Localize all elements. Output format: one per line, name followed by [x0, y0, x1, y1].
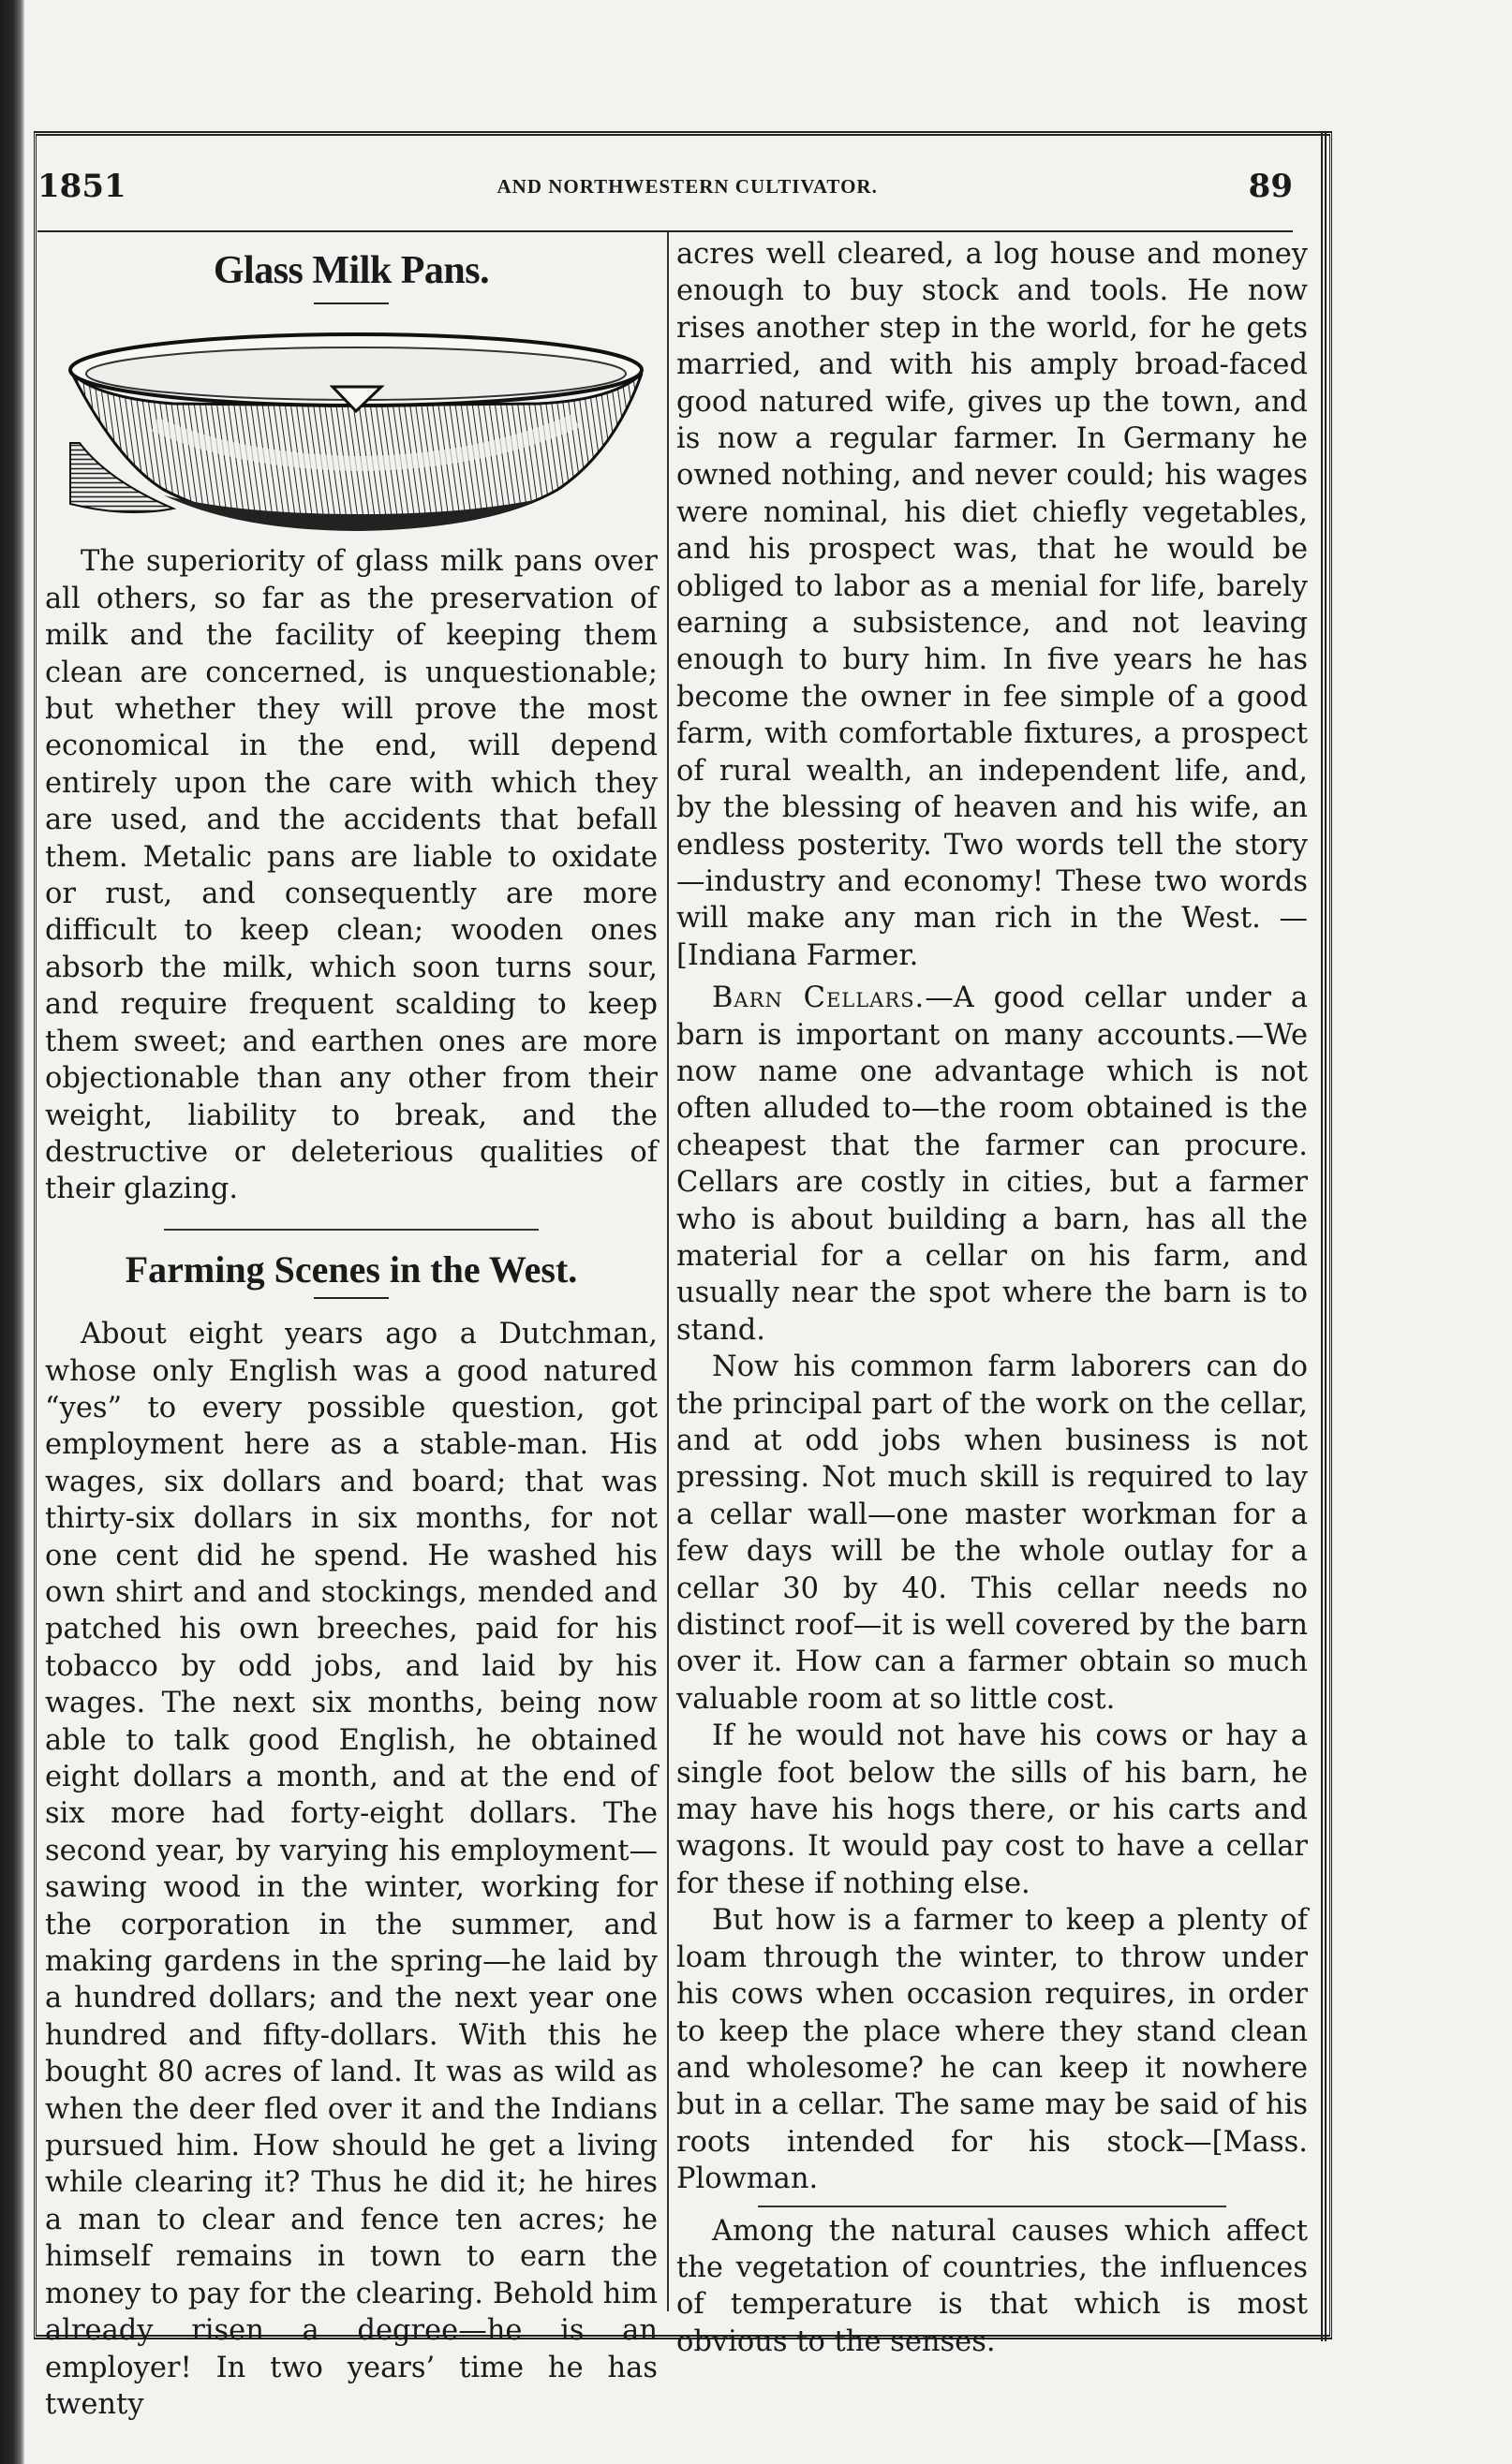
page-right-rule	[1321, 131, 1327, 2341]
article-paragraph: About eight years ago a Dutchman, whose only English was a good natured “yes” to every possible question, got employment here as a stable-man. His wages, six dollars and board; that was thirty-six dollars in six months, for not one cent did he spend. He washed his own shirt and and stockings, mended and patched his own breeches, paid for his tobacco by odd jobs, and laid by his wages. The next six months, being now able to talk good English, he obtained eight dollars a month, and at the end of six more had forty-eight dollars. The second year, by varying his employment—sawing wood in the winter, working for the corporation in the summer, and making gardens in the spring—he laid by a hundred dollars; and the next year one hundred and fifty-dollars. With this he bought 80 acres of land. It was as wild as when the deer fled over it and the Indians pursued him. How should he get a living while clearing it? Thus he did it; he hires a man to clear and fence ten acres; he himself remains in town to earn the money to pay for the clearing. Behold him already risen a degree—he is an employer! In two years’ time he has twenty	[45, 1318, 658, 2421]
article-paragraph: Now his common farm laborers can do the principal part of the work on the cellar, and at odd jobs when business is not pressing. Not much skill is required to lay a cellar wall—one master workman for a few days will be the whole outlay for a cellar 30 by 40. This cellar needs no distinct roof—it is well covered by the barn over it. How can a farmer obtain so much valuable room at so little cost.	[676, 1350, 1308, 1716]
article-title-barn-cellars: Barn Cellars.	[712, 981, 926, 1015]
header-year: 1851	[37, 168, 126, 205]
article-title-glass-milk-pans: Glass Milk Pans.	[213, 249, 490, 292]
header-rule	[37, 230, 1293, 232]
title-underline	[314, 1297, 389, 1299]
article-paragraph	[676, 980, 1308, 1349]
right-column	[676, 236, 1309, 2358]
milk-pan-icon	[52, 321, 651, 532]
article-paragraph-continued: acres well cleared, a log house and money enough to buy stock and tools. He now rises another step in the world, for he gets married, and with his amply broad-faced good natured wife, gives up the town, and is now a regular farmer. In Germany he owned nothing, and never could; his wages were nominal, his diet chiefly vegetables, and his prospect was, that he would be obliged to labor as a menial for life, barely earning a subsistence, and not leaving enough to bury him. In five years he has become the owner in fee simple of a good farm, with comfortable fixtures, a prospect of rural wealth, an independent life, and, by the blessing of heaven and his wife, an endless posterity. Two words tell the story—industry and economy! These two words will make any man rich in the West. —[Indiana Farmer.	[676, 238, 1308, 972]
article-title-farming-scenes: Farming Scenes in the West.	[125, 1247, 578, 1291]
page-header	[37, 157, 1293, 215]
header-page-number: 89	[1248, 168, 1293, 205]
article-paragraph: The superiority of glass milk pans over all others, so far as the preservation of milk and the facility of keeping them clean are concerned, is unquestionable; but whether they will prove the most economical in the end, will depend entirely upon the care with which they are used, and the accidents that befall them. Metalic pans are liable to oxidate or rust, and consequently are more difficult to keep clean; wooden ones absorb the milk, which soon turns sour, and require frequent scalding to keep them sweet; and earthen ones are more objectionable than any other from their weight, liability to break, and the destructive or deleterious qualities of their glazing.	[45, 545, 658, 1206]
left-column	[45, 236, 658, 2421]
column-divider	[667, 232, 669, 2311]
article-text: —A good cellar under a barn is important on many accounts.—We now name one advantage which is not often alluded to—the room obtained is the cheapest that the farmer can procure. Cellars are costly in cities, but a farmer who is about building a barn, has all the material for a cellar on his farm, and usually near the spot where the barn is to stand.	[676, 981, 1309, 1347]
article-paragraph: If he would not have his cows or hay a single foot below the sills of his barn, he may have his hogs there, or his carts and wagons. It would pay cost to have a cellar for these if nothing else.	[676, 1719, 1308, 1900]
section-divider	[758, 2206, 1226, 2207]
header-running-title: AND NORTHWESTERN CULTIVATOR.	[497, 174, 878, 198]
article-paragraph: Among the natural causes which affect the vegetation of countries, the influences of temperature is that which is most obvious to the senses.	[676, 2214, 1308, 2358]
title-underline	[314, 302, 389, 304]
book-spine-shadow	[0, 0, 24, 2464]
section-divider	[164, 1229, 539, 1231]
article-paragraph: But how is a farmer to keep a plenty of loam through the winter, to throw under his cows when occasion requires, in order to keep the place where they stand clean and wholesome? he can keep it nowhere but in a cellar. The same may be said of his roots intended for his stock—[Mass. Plowman.	[676, 1904, 1308, 2196]
